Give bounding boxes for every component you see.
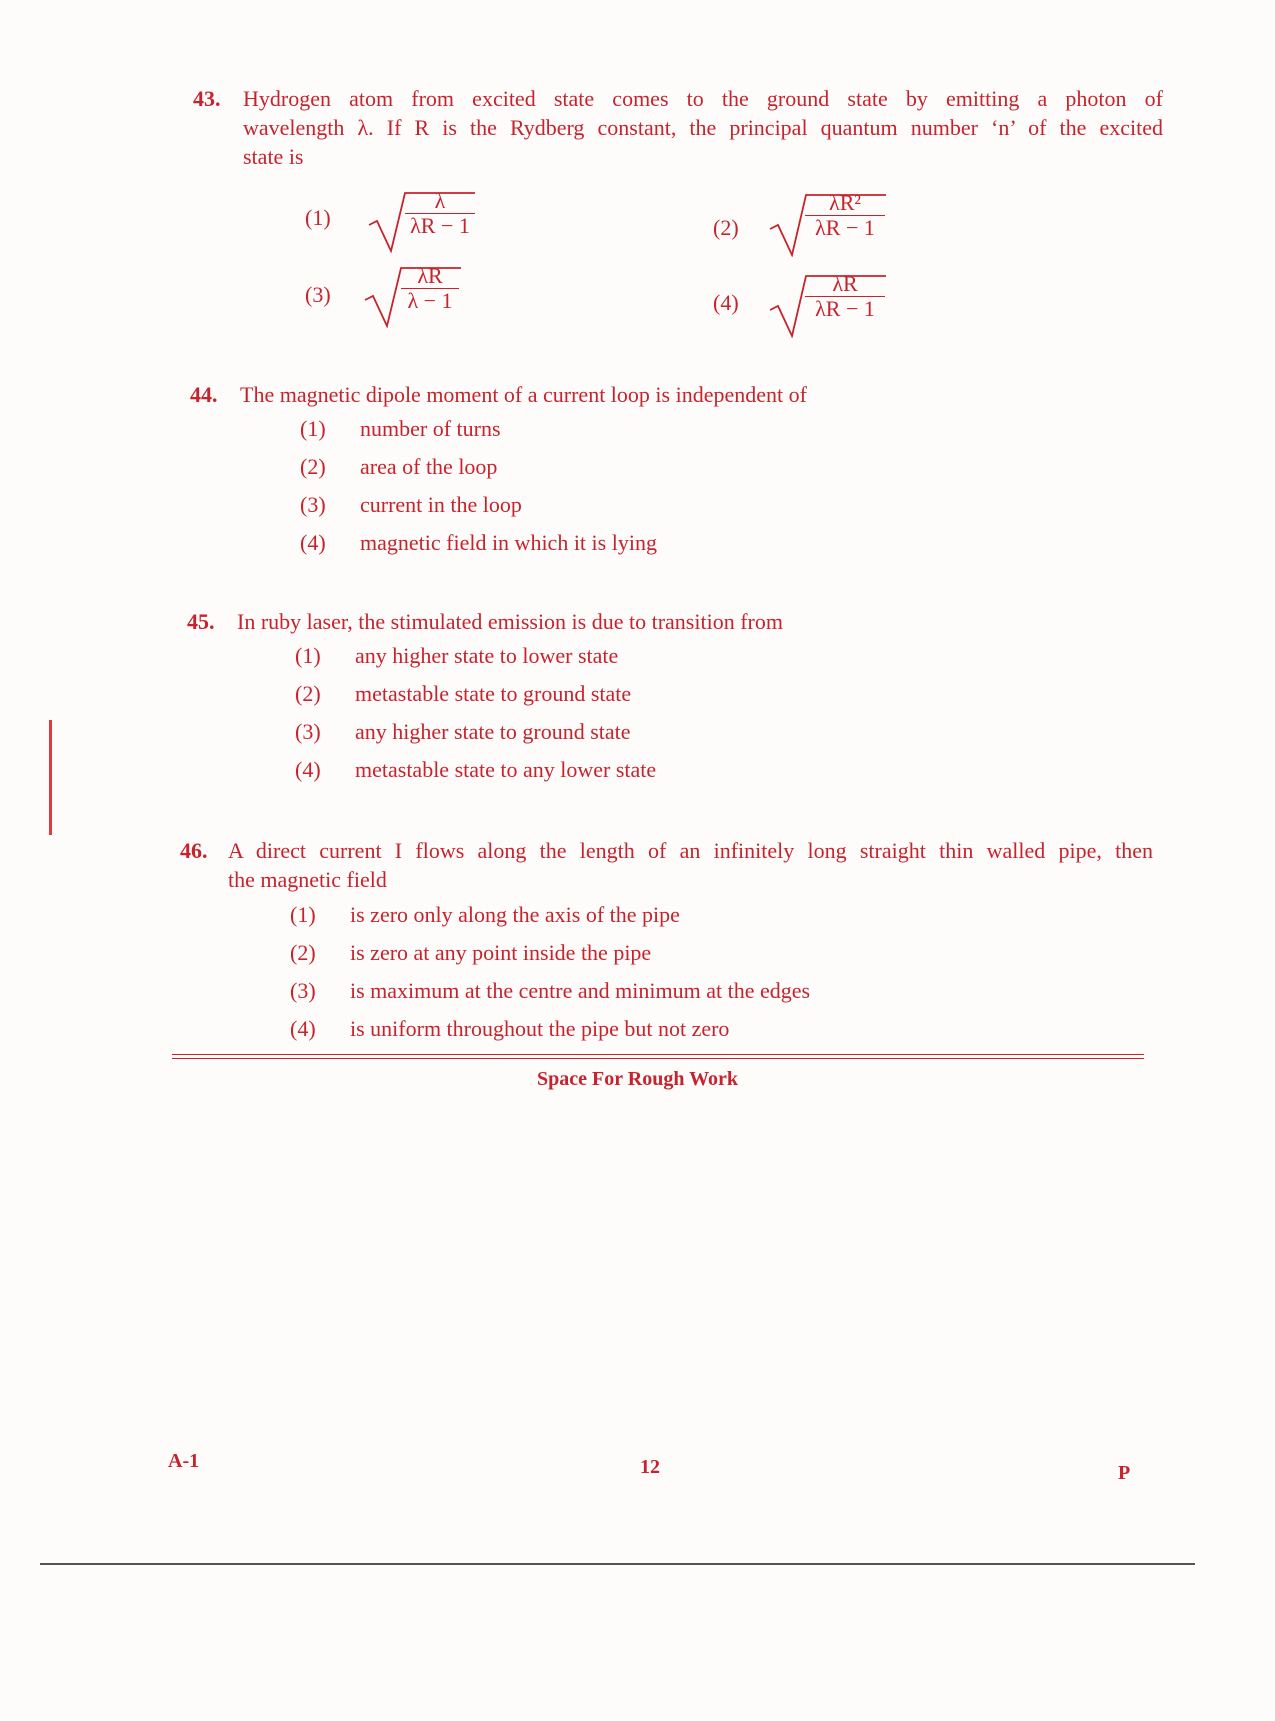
option-text: is zero only along the axis of the pipe	[350, 902, 680, 927]
fraction-numerator: λR	[832, 271, 858, 296]
question-number: 43.	[193, 86, 221, 111]
option-text: metastable state to ground state	[355, 681, 632, 706]
fraction-numerator: λR	[417, 263, 443, 288]
fraction-denominator: λR − 1	[815, 296, 875, 321]
option-43-4	[713, 271, 893, 350]
option-44-4	[300, 530, 657, 556]
fraction-denominator: λR − 1	[815, 215, 875, 240]
stem-line: In ruby laser, the stimulated emission is due to transition from	[237, 609, 783, 634]
fraction-denominator: λR − 1	[410, 213, 470, 238]
footer-code: A-1	[168, 1450, 200, 1472]
stem-line: The magnetic dipole moment of a current loop is independent of	[240, 382, 807, 407]
option-text: metastable state to any lower state	[355, 757, 657, 782]
option-text: any higher state to ground state	[355, 719, 631, 744]
option-label: (3)	[290, 978, 316, 1003]
option-label: (1)	[290, 902, 316, 927]
option-46-4	[290, 1016, 729, 1042]
option-label: (2)	[300, 454, 326, 479]
option-label: (2)	[295, 681, 321, 706]
scan-edge-line	[40, 1563, 1195, 1565]
option-46-2	[290, 940, 651, 966]
stem-line: Hydrogen atom from excited state comes to the ground state by emitting a photon of	[243, 86, 1163, 111]
option-text: is maximum at the centre and minimum at the edges	[350, 978, 811, 1003]
page-number: 12	[640, 1456, 660, 1478]
option-label: (3)	[305, 282, 331, 307]
question-number: 46.	[180, 838, 208, 863]
option-text: is uniform throughout the pipe but not zero	[350, 1016, 730, 1041]
stem-line: the magnetic field	[228, 867, 387, 892]
option-text: area of the loop	[360, 454, 498, 479]
question-stem	[240, 380, 1140, 409]
option-text: is zero at any point inside the pipe	[350, 940, 652, 965]
option-text: any higher state to lower state	[355, 643, 619, 668]
option-label: (1)	[300, 416, 326, 441]
stem-line: state is	[243, 144, 304, 169]
option-46-1	[290, 902, 680, 928]
question-number: 45.	[187, 609, 215, 634]
fraction	[401, 264, 459, 313]
option-44-3	[300, 492, 522, 518]
option-45-1	[295, 643, 618, 669]
option-43-2	[713, 190, 893, 275]
option-text: current in the loop	[360, 492, 522, 517]
option-43-3	[305, 263, 485, 342]
question-number: 44.	[190, 382, 218, 407]
stem-line: wavelength λ. If R is the Rydberg constant, the principal quantum number ‘n’ of the excited	[243, 115, 1163, 140]
question-stem	[243, 84, 1163, 171]
option-label: (4)	[290, 1016, 316, 1041]
option-label: (2)	[713, 215, 739, 240]
margin-mark	[49, 720, 52, 835]
question-stem	[237, 607, 1137, 636]
option-label: (4)	[713, 290, 739, 315]
option-45-4	[295, 757, 656, 783]
option-46-3	[290, 978, 810, 1004]
option-label: (1)	[295, 643, 321, 668]
fraction-numerator: λR²	[829, 190, 861, 215]
rough-work-label: Space For Rough Work	[537, 1068, 738, 1090]
option-label: (1)	[305, 205, 331, 230]
fraction	[405, 189, 475, 238]
question-stem	[228, 836, 1153, 894]
option-text: magnetic field in which it is lying	[360, 530, 657, 555]
fraction	[805, 191, 885, 240]
option-label: (4)	[295, 757, 321, 782]
option-text: number of turns	[360, 416, 501, 441]
separator-line	[172, 1058, 1144, 1059]
fraction-denominator: λ − 1	[407, 288, 453, 313]
option-44-1	[300, 416, 501, 442]
option-label: (2)	[290, 940, 316, 965]
option-45-2	[295, 681, 631, 707]
option-label: (3)	[295, 719, 321, 744]
option-label: (3)	[300, 492, 326, 517]
option-44-2	[300, 454, 497, 480]
option-43-1	[305, 188, 485, 265]
separator-line	[172, 1054, 1144, 1055]
option-45-3	[295, 719, 631, 745]
option-label: (4)	[300, 530, 326, 555]
fraction-numerator: λ	[434, 188, 446, 213]
fraction	[805, 272, 885, 321]
footer-series: P	[1118, 1462, 1131, 1484]
stem-line: A direct current I flows along the length of an infinitely long straight thin walled pipe, then	[228, 838, 1153, 863]
